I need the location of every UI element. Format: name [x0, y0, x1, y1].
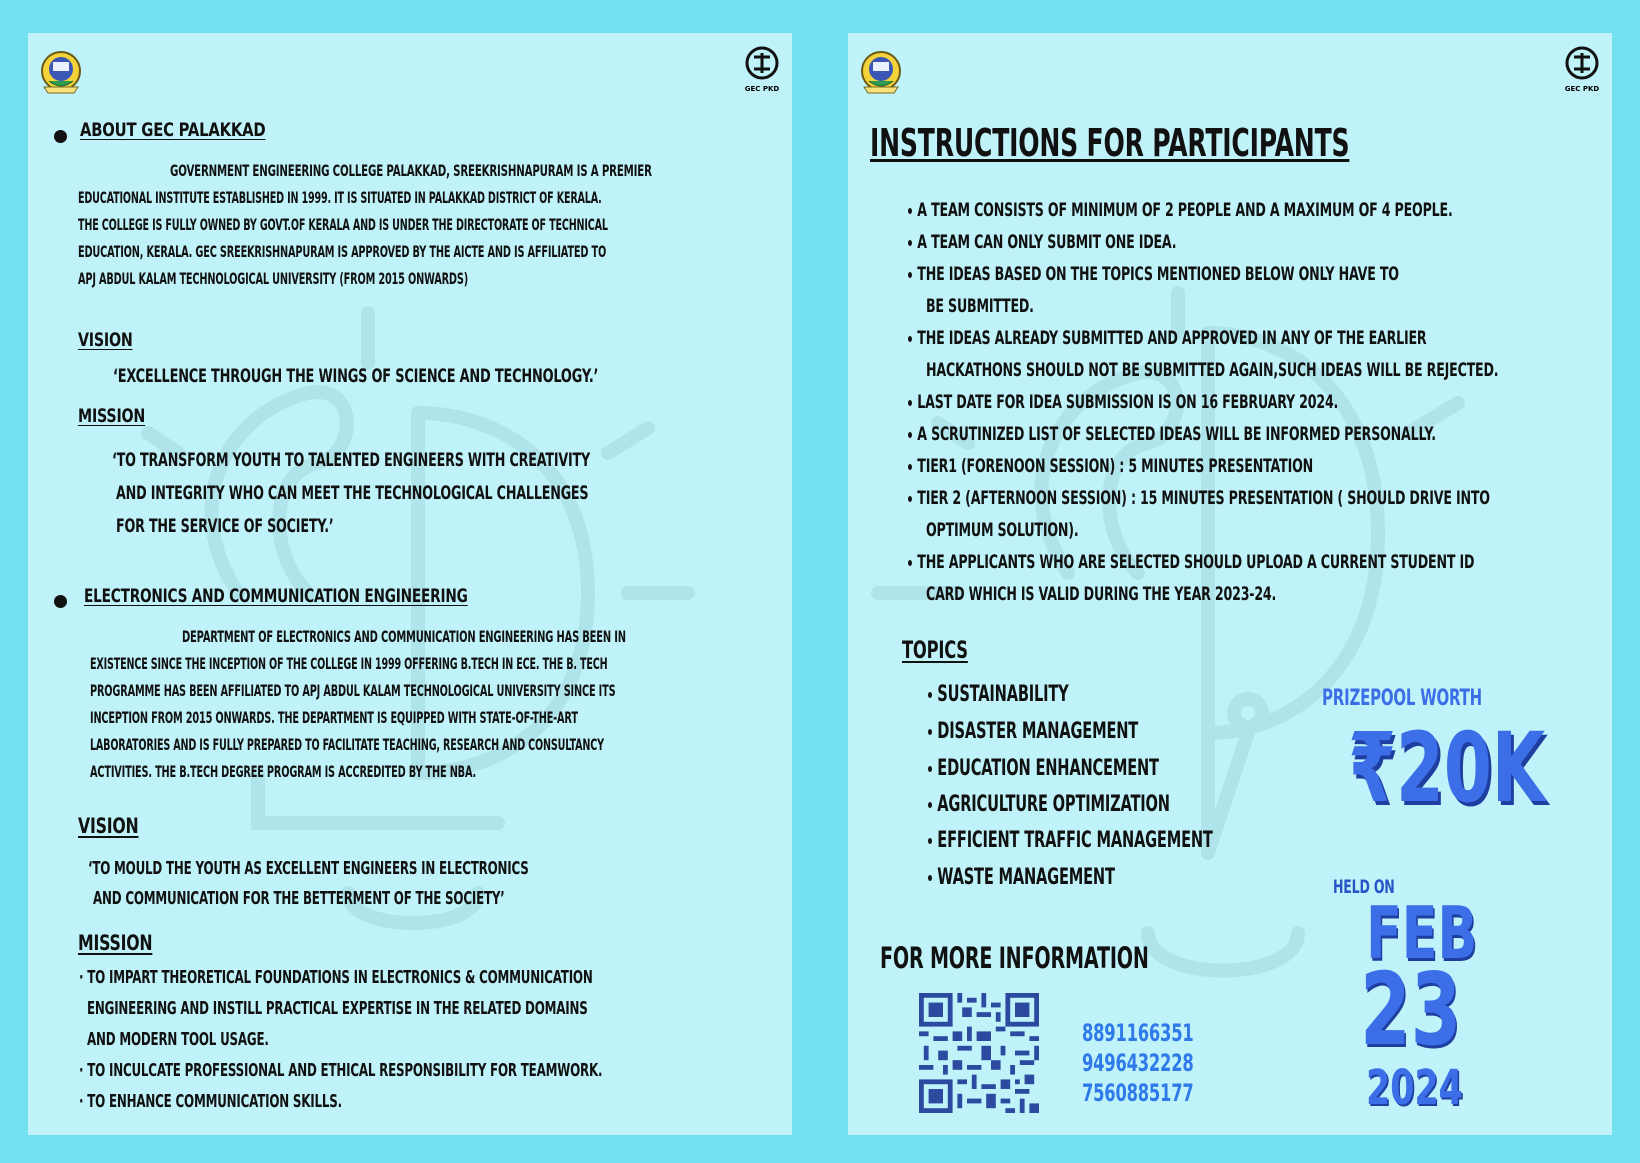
ece-vision-line: AND COMMUNICATION FOR THE BETTERMENT OF THE SOCIETY’ — [93, 888, 505, 909]
about-line: THE COLLEGE IS FULLY OWNED BY GOVT.OF KERALA AND IS UNDER THE DIRECTORATE OF TECHNICAL — [78, 215, 608, 234]
ece-line: PROGRAMME HAS BEEN AFFILIATED TO APJ ABDUL KALAM TECHNOLOGICAL UNIVERSITY SINCE ITS — [90, 681, 616, 700]
instruction-item: THE IDEAS ALREADY SUBMITTED AND APPROVED IN ANY OF THE EARLIER — [908, 327, 1426, 349]
topic-item: DISASTER MANAGEMENT — [928, 719, 1138, 744]
ece-mission-line: · TO INCULCATE PROFESSIONAL AND ETHICAL RESPONSIBILITY FOR TEAMWORK. — [79, 1060, 603, 1081]
ece-heading: ELECTRONICS AND COMMUNICATION ENGINEERING — [84, 585, 468, 607]
about-mission-line: ‘TO TRANSFORM YOUTH TO TALENTED ENGINEERS WITH CREATIVITY — [112, 449, 591, 471]
bullet-dot — [54, 130, 67, 143]
topic-item: EDUCATION ENHANCEMENT — [928, 756, 1159, 781]
topic-item: SUSTAINABILITY — [928, 682, 1069, 707]
ece-line: LABORATORIES AND IS FULLY PREPARED TO FACILITATE TEACHING, RESEARCH AND CONSULTANCY — [90, 735, 604, 754]
ece-mission-line: AND MODERN TOOL USAGE. — [87, 1029, 269, 1050]
gec-palakkad-crest-icon — [856, 47, 906, 97]
instruction-item: TIER1 (FORENOON SESSION) : 5 MINUTES PRESENTATION — [908, 455, 1313, 477]
about-mission-line: AND INTEGRITY WHO CAN MEET THE TECHNOLOGICAL CHALLENGES — [116, 482, 589, 504]
svg-text:GEC PKD: GEC PKD — [1564, 85, 1600, 93]
phone-number[interactable]: 8891166351 — [1082, 1019, 1194, 1047]
right-page — [848, 33, 1612, 1135]
about-line: EDUCATION, KERALA. GEC SREEKRISHNAPURAM IS APPROVED BY THE AICTE AND IS AFFILIATED TO — [78, 242, 607, 261]
date-day: 23 — [1360, 951, 1462, 1068]
ece-mission-line: ENGINEERING AND INSTILL PRACTICAL EXPERTISE IN THE RELATED DOMAINS — [87, 998, 588, 1019]
gec-pkd-logo-icon — [742, 45, 782, 93]
instruction-item: A TEAM CAN ONLY SUBMIT ONE IDEA. — [908, 231, 1176, 253]
about-vision-heading: VISION — [78, 329, 133, 351]
ece-vision-heading: VISION — [78, 814, 139, 838]
phone-number[interactable]: 7560885177 — [1082, 1079, 1194, 1107]
more-info-heading: FOR MORE INFORMATION — [880, 941, 1149, 975]
instruction-item: A SCRUTINIZED LIST OF SELECTED IDEAS WILL BE INFORMED PERSONALLY. — [908, 423, 1436, 445]
qr-code[interactable] — [919, 993, 1039, 1113]
instruction-item-continued: HACKATHONS SHOULD NOT BE SUBMITTED AGAIN,SUCH IDEAS WILL BE REJECTED. — [926, 359, 1499, 381]
bullet-dot — [54, 595, 67, 608]
about-mission-line: FOR THE SERVICE OF SOCIETY.’ — [116, 515, 334, 537]
about-heading: ABOUT GEC PALAKKAD — [80, 119, 266, 141]
ece-mission-heading: MISSION — [78, 931, 153, 955]
instruction-item-continued: BE SUBMITTED. — [926, 295, 1034, 317]
left-page — [28, 33, 792, 1135]
instructions-title: INSTRUCTIONS FOR PARTICIPANTS — [870, 121, 1350, 165]
ece-mission-line: · TO ENHANCE COMMUNICATION SKILLS. — [79, 1091, 342, 1112]
about-line: EDUCATIONAL INSTITUTE ESTABLISHED IN 1999. IT IS SITUATED IN PALAKKAD DISTRICT OF KERALA. — [78, 188, 602, 207]
about-mission-heading: MISSION — [78, 405, 146, 427]
phone-number[interactable]: 9496432228 — [1082, 1049, 1194, 1077]
ece-vision-line: ‘TO MOULD THE YOUTH AS EXCELLENT ENGINEERS IN ELECTRONICS — [88, 858, 529, 879]
ece-line: INCEPTION FROM 2015 ONWARDS. THE DEPARTMENT IS EQUIPPED WITH STATE-OF-THE-ART — [90, 708, 578, 727]
ece-mission-line: · TO IMPART THEORETICAL FOUNDATIONS IN ELECTRONICS & COMMUNICATION — [79, 967, 593, 988]
instruction-item: LAST DATE FOR IDEA SUBMISSION IS ON 16 FEBRUARY 2024. — [908, 391, 1338, 413]
about-vision-text: ‘EXCELLENCE THROUGH THE WINGS OF SCIENCE AND TECHNOLOGY.’ — [113, 365, 599, 387]
date-month: FEB — [1366, 891, 1478, 975]
prizepool-value: ₹20K — [1348, 712, 1545, 824]
instruction-item-continued: CARD WHICH IS VALID DURING THE YEAR 2023-24. — [926, 583, 1277, 605]
topic-item: EFFICIENT TRAFFIC MANAGEMENT — [928, 828, 1213, 853]
gec-palakkad-crest-icon — [36, 47, 86, 97]
instruction-item-continued: OPTIMUM SOLUTION). — [926, 519, 1079, 541]
topics-heading: TOPICS — [902, 636, 968, 664]
ece-line: DEPARTMENT OF ELECTRONICS AND COMMUNICATION ENGINEERING HAS BEEN IN — [182, 627, 626, 646]
topic-item: WASTE MANAGEMENT — [928, 865, 1115, 890]
date-year: 2024 — [1366, 1060, 1463, 1116]
topic-item: AGRICULTURE OPTIMIZATION — [928, 792, 1170, 817]
svg-text:GEC PKD: GEC PKD — [744, 85, 780, 93]
about-line: GOVERNMENT ENGINEERING COLLEGE PALAKKAD, SREEKRISHNAPURAM IS A PREMIER — [170, 161, 652, 180]
gec-pkd-logo-icon — [1562, 45, 1602, 93]
instruction-item: TIER 2 (AFTERNOON SESSION) : 15 MINUTES PRESENTATION ( SHOULD DRIVE INTO — [908, 487, 1490, 509]
held-on-label: HELD ON — [1333, 876, 1395, 898]
prizepool-label: PRIZEPOOL WORTH — [1322, 686, 1482, 711]
instruction-item: THE IDEAS BASED ON THE TOPICS MENTIONED BELOW ONLY HAVE TO — [908, 263, 1399, 285]
instruction-item: THE APPLICANTS WHO ARE SELECTED SHOULD UPLOAD A CURRENT STUDENT ID — [908, 551, 1474, 573]
instruction-item: A TEAM CONSISTS OF MINIMUM OF 2 PEOPLE AND A MAXIMUM OF 4 PEOPLE. — [908, 199, 1453, 221]
ece-line: EXISTENCE SINCE THE INCEPTION OF THE COLLEGE IN 1999 OFFERING B.TECH IN ECE. THE B. TECH — [90, 654, 608, 673]
ece-line: ACTIVITIES. THE B.TECH DEGREE PROGRAM IS ACCREDITED BY THE NBA. — [90, 762, 477, 781]
about-line: APJ ABDUL KALAM TECHNOLOGICAL UNIVERSITY (FROM 2015 ONWARDS) — [78, 269, 468, 288]
